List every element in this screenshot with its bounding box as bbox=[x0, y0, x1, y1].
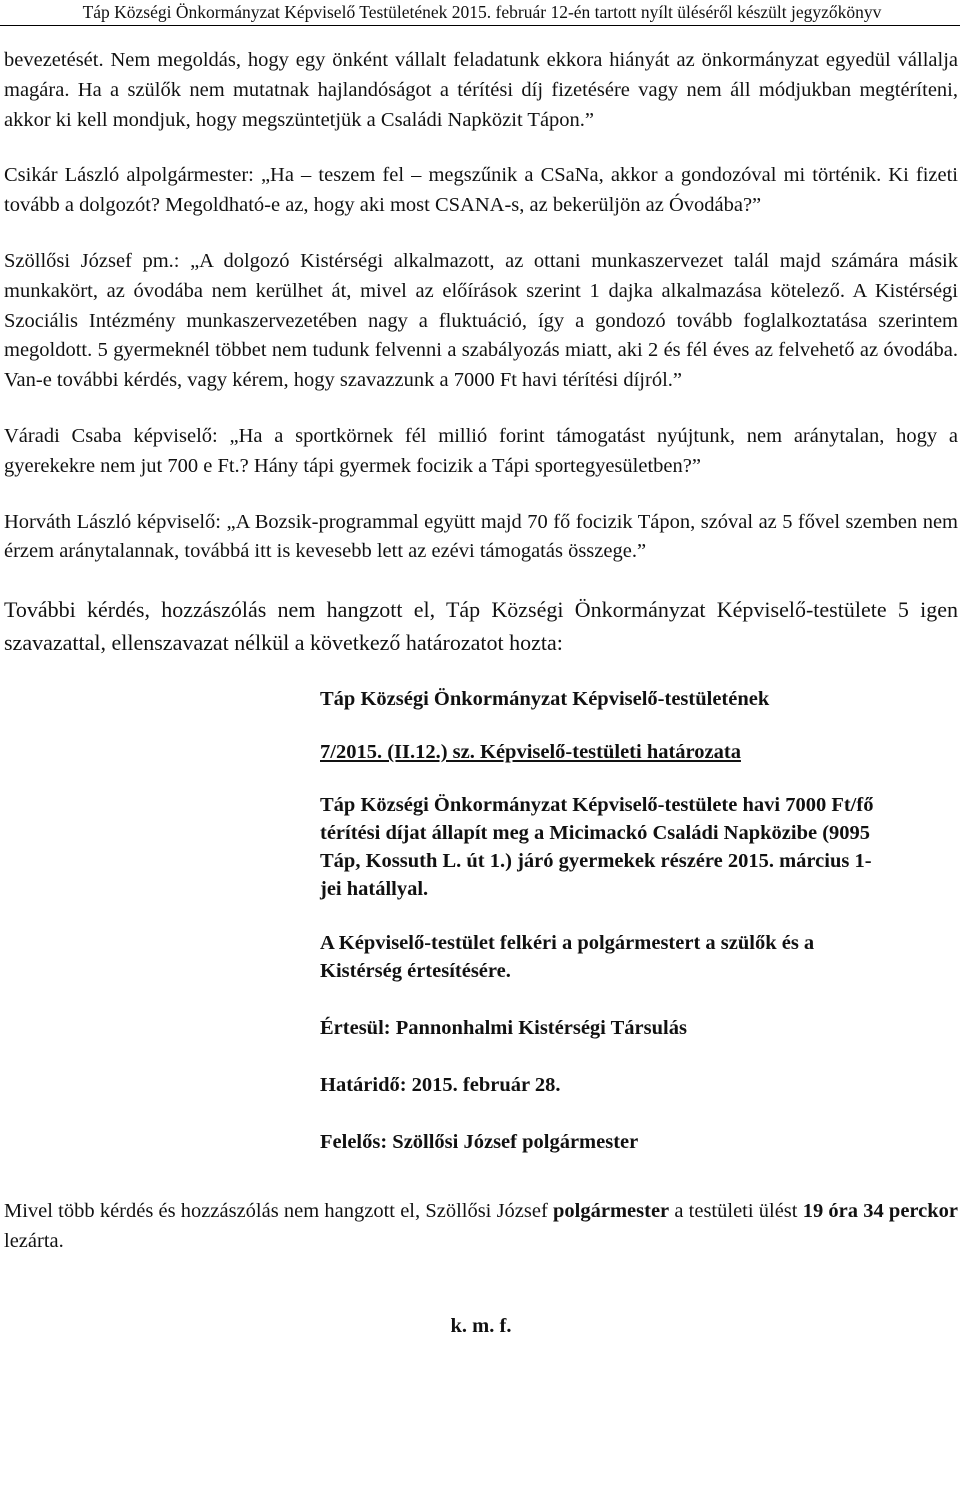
paragraph-continuation: bevezetését. Nem megoldás, hogy egy önként vállalt feladatunk ekkora hiányát az önkormányzat egyedül vállalja magára. Ha a szülők nem mutatnak hajlandóságot a térítési díj fizetésére vagy nem áll módjukban megtéríteni, akkor ki kell mondjuk, hogy megszüntetjük a Családi Napközit Tápon.” bbox=[4, 49, 958, 131]
document-body bbox=[4, 46, 958, 1342]
paragraph-csikar: Csikár László alpolgármester: „Ha – teszem fel – megszűnik a CSaNa, akkor a gondozóval mi történik. Ki fizeti tovább a dolgozót? Megoldható-e az, hogy aki most CSANA-s, az bekerüljön az Óvodába?” bbox=[4, 164, 958, 217]
resolution-block bbox=[4, 685, 958, 1156]
resolution-request: A Képviselő-testület felkéri a polgármestert a szülők és a Kistérség értesítésére. bbox=[320, 932, 815, 983]
resolution-deadline: Határidő: 2015. február 28. bbox=[320, 1074, 561, 1097]
paragraph-varadi: Váradi Csaba képviselő: „Ha a sportkörnek fél millió forint támogatást nyújtunk, nem aránytalan, hogy a gyerekekre nem jut 700 e Ft.? Hány tápi gyermek focizik a Tápi sportegyesületben?” bbox=[4, 424, 958, 477]
paragraph-szollosi: Szöllősi József pm.: „A dolgozó Kistérségi alkalmazott, az ottani munkaszervezet talál majd számára másik munkakört, az óvodába nem kerülhet át, mivel az előírások szerint 1 dajka alkalmazása kötelező. A Kistérségi Szociális Intézmény munkaszervezetében nagy a fluktuáció, így a gondozó tovább foglalkoztatása szerintem megoldott. 5 gyermeknél többet nem tudunk felvenni a szabályozás miatt, aki 2 és fél éves az felvehető az óvodába. Van-e további kérdés, vagy kérem, hogy szavazzunk a 7000 Ft havi térítési díjról.” bbox=[4, 249, 958, 392]
document-header: Táp Községi Önkormányzat Képviselő Testületének 2015. február 12-én tartott nyílt üléséről készült jegyzőkönyv bbox=[0, 0, 960, 26]
paragraph-horvath: Horváth László képviselő: „A Bozsik-programmal együtt majd 70 fő focizik Tápon, szóval az 5 fővel szemben nem érzem aránytalannak, továbbá itt is kevesebb lett az ezévi támogatás összege.” bbox=[4, 510, 958, 563]
resolution-responsible: Felelős: Szöllősi József polgármester bbox=[320, 1131, 639, 1154]
kmf-signature: k. m. f. bbox=[450, 1314, 512, 1337]
resolution-notify: Értesül: Pannonhalmi Kistérségi Társulás bbox=[320, 1017, 687, 1040]
paragraph-vote: További kérdés, hozzászólás nem hangzott el, Táp Községi Önkormányzat Képviselő-testülete 5 igen szavazattal, ellenszavazat nélkül a következő határozatot hozta: bbox=[4, 597, 958, 656]
resolution-title: Táp Községi Önkormányzat Képviselő-testületének bbox=[320, 688, 770, 711]
closing-paragraph: Mivel több kérdés és hozzászólás nem hangzott el, Szöllősi József polgármester a testületi ülést 19 óra 34 perckor lezárta. bbox=[4, 1200, 958, 1252]
resolution-number: 7/2015. (II.12.) sz. Képviselő-testületi határozata bbox=[320, 741, 741, 764]
resolution-body: Táp Községi Önkormányzat Képviselő-testülete havi 7000 Ft/fő térítési díjat állapít meg a Micimackó Családi Napközibe (9095 Táp, Kossuth L. út 1.) járó gyermekek részére 2015. március 1-jei hatállyal. bbox=[320, 794, 874, 901]
